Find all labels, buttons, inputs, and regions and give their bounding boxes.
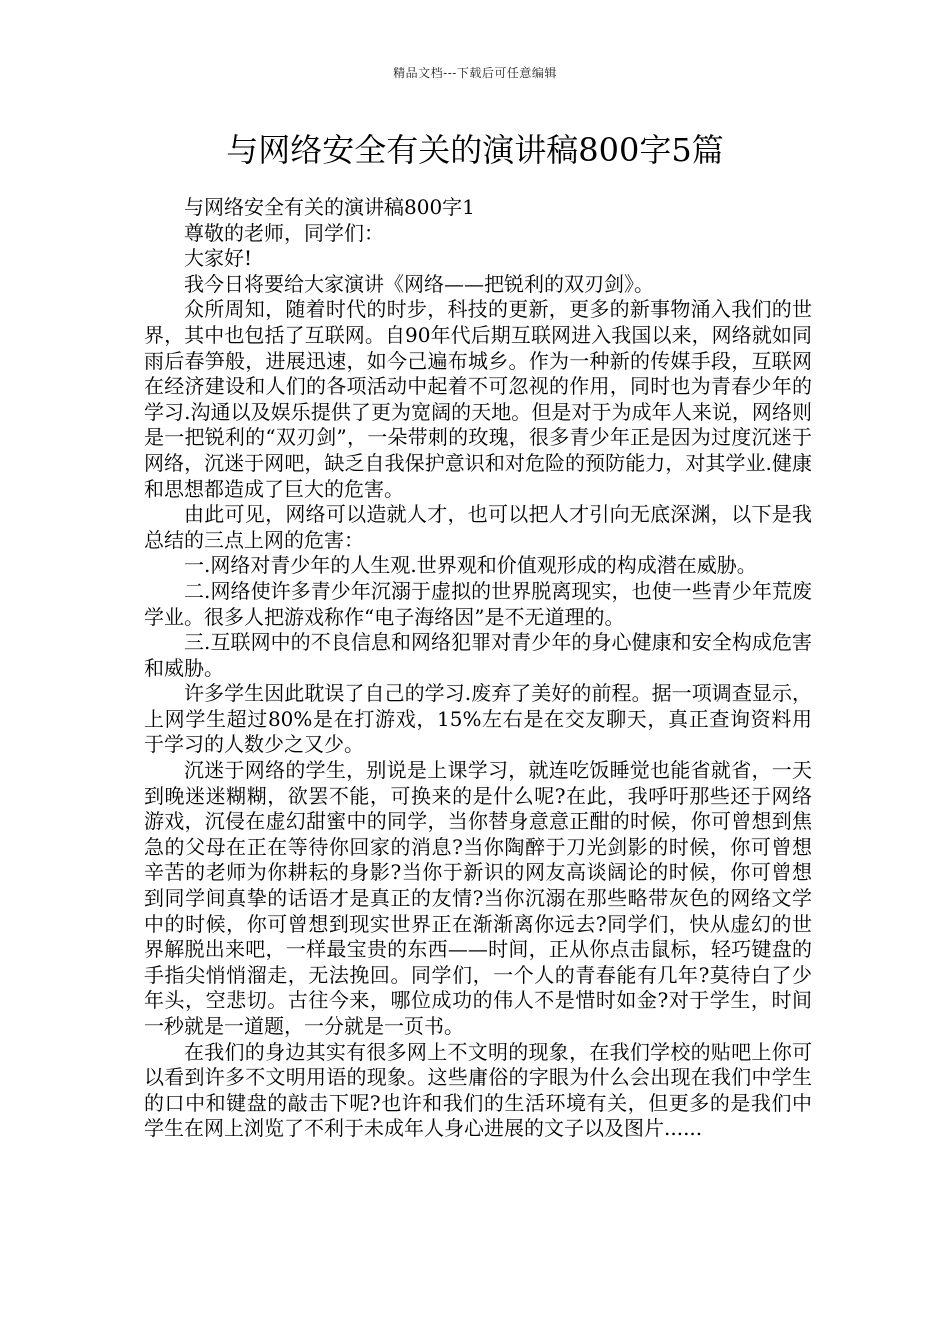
paragraph: 众所周知，随着时代的时步，科技的更新，更多的新事物涌入我们的世界，其中也包括了互联网。自90年代后期互联网进入我国以来，网络就如同雨后春笋般，进展迅速，如今己遍布城乡。作为一种新的传媒手段，互联网在经济建设和人们的各项活动中起着不可忽视的作用，同时也为青春少年的学习.沟通以及娱乐提供了更为宽阔的天地。但是对于为成年人来说，网络则是一把锐利的“双刃剑”，一朵带刺的玫瑰，很多青少年正是因为过度沉迷于网络，沉迷于网吧，缺乏自我保护意识和对危险的预防能力，对其学业.健康和思想都造成了巨大的危害。 (144, 297, 812, 501)
paragraph: 尊敬的老师，同学们： (184, 220, 384, 245)
paragraph: 三.互联网中的不良信息和网络犯罪对青少年的身心健康和安全构成危害和威胁。 (144, 630, 812, 680)
paragraph: 我今日将要给大家演讲《网络——把锐利的双刃剑》。 (184, 271, 654, 296)
document-title: 与网络安全有关的演讲稿800字5篇 (226, 131, 724, 169)
paragraph: 许多学生因此耽误了自己的学习.废弃了美好的前程。据一项调查显示，上网学生超过80%是在打游戏，15%左右是在交友聊天，真正查询资料用于学习的人数少之又少。 (144, 681, 812, 757)
paragraph: 与网络安全有关的演讲稿800字1 (184, 195, 475, 219)
paragraph: 大家好! (184, 246, 253, 271)
page-header: 精品文档---下载后可任意编辑 (393, 66, 557, 80)
document-body (144, 195, 812, 1142)
paragraph: 在我们的身边其实有很多网上不文明的现象，在我们学校的贴吧上你可以看到许多不文明用语的现象。这些庸俗的字眼为什么会出现在我们中学生的口中和键盘的敲击下呢?也许和我们的生活环境有关，但更多的是我们中学生在网上浏览了不利于未成年人身心进展的文子以及图片...... (144, 1039, 812, 1141)
paragraph: 沉迷于网络的学生，别说是上课学习，就连吃饭睡觉也能省就省，一天到晚迷迷糊糊，欲罢不能，可换来的是什么呢?在此，我呼吁那些还于网络游戏，沉侵在虚幻甜蜜中的同学，当你替身意意正酣的时候，你可曾想到焦急的父母在正在等待你回家的消息?当你陶醉于刀光剑影的时候，你可曾想辛苦的老师为你耕耘的身影?当你于新识的网友高谈阔论的时候，你可曾想到同学间真挚的话语才是真正的友情?当你沉溺在那些略带灰色的网络文学中的时候，你可曾想到现实世界正在渐渐离你远去?同学们，快从虚幻的世界解脱出来吧，一样最宝贵的东西——时间，正从你点击鼠标，轻巧键盘的手指尖悄悄溜走，无法挽回。同学们，一个人的青春能有几年?莫待白了少年头，空悲切。古往今来，哪位成功的伟人不是惜时如金?对于学生，时间一秒就是一道题，一分就是一页书。 (144, 758, 812, 1038)
paragraph: 二.网络使许多青少年沉溺于虚拟的世界脱离现实，也使一些青少年荒废学业。很多人把游戏称作“电子海络因”是不无道理的。 (144, 578, 812, 629)
paragraph: 由此可见，网络可以造就人才，也可以把人才引向无底深渊，以下是我总结的三点上网的危害： (144, 502, 812, 552)
paragraph: 一.网络对青少年的人生观.世界观和价值观形成的构成潜在威胁。 (184, 553, 757, 578)
